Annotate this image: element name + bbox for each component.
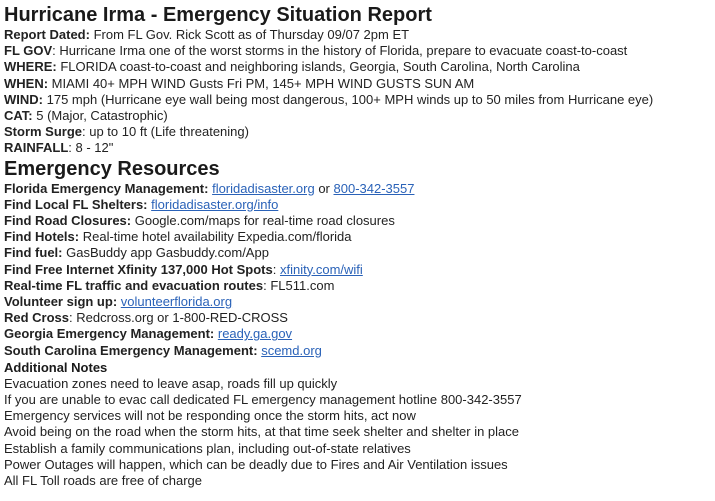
ready-ga-link[interactable]: ready.ga.gov <box>217 326 293 342</box>
sc-em-line <box>4 343 712 359</box>
note-item: Evacuation zones need to leave asap, roads fill up quickly <box>4 375 338 391</box>
red-cross-label: Red Cross <box>4 310 70 326</box>
note-item: Establish a family communications plan, including out-of-state relatives <box>4 440 411 456</box>
fl-gov-line <box>4 43 712 59</box>
when-text: MIAMI 40+ MPH WIND Gusts Fri PM, 145+ MPH WIND GUSTS SUN AM <box>48 75 475 91</box>
rainfall-line <box>4 140 712 156</box>
fuel-label: Find fuel: <box>4 245 63 261</box>
report-dated-label: Report Dated: <box>4 27 90 42</box>
note-item: If you are unable to evac call dedicated FL emergency management hotline 800-342-3557 <box>4 392 522 408</box>
wind-label: WIND: <box>4 91 43 107</box>
rainfall-text: : 8 - 12" <box>68 140 114 156</box>
additional-notes <box>4 376 712 489</box>
notes-heading: Additional Notes <box>4 359 108 375</box>
where-line <box>4 59 712 75</box>
road-closures-text: Google.com/maps for real-time road closures <box>131 213 395 229</box>
page-title: Hurricane Irma - Emergency Situation Report <box>4 4 432 26</box>
storm-surge-line <box>4 124 712 140</box>
rainfall-label: RAINFALL <box>4 140 69 156</box>
resources-heading: Emergency Resources <box>4 157 220 180</box>
when-line <box>4 76 712 92</box>
floridadisaster-link[interactable]: floridadisaster.org <box>212 180 315 196</box>
situation-report <box>4 27 712 157</box>
fl-gov-label: FL GOV <box>4 43 53 59</box>
report-dated-text: From FL Gov. Rick Scott as of Thursday 09/07 2pm ET <box>89 27 410 42</box>
wind-text: 175 mph (Hurricane eye wall being most dangerous, 100+ MPH winds up to 50 miles from Hurricane eye) <box>43 91 654 107</box>
cat-line <box>4 108 712 124</box>
xfinity-link[interactable]: xfinity.com/wifi <box>279 261 363 277</box>
hotels-line <box>4 229 712 245</box>
fuel-text: GasBuddy app Gasbuddy.com/App <box>62 245 269 261</box>
storm-surge-text: : up to 10 ft (Life threatening) <box>82 124 249 140</box>
cat-text: 5 (Major, Catastrophic) <box>32 108 168 124</box>
fl-emergency-management-label: Florida Emergency Management: <box>4 180 209 196</box>
storm-surge-label: Storm Surge <box>4 124 83 140</box>
fl-emergency-management-line <box>4 181 712 197</box>
georgia-em-label: Georgia Emergency Management: <box>4 326 215 342</box>
wifi-line <box>4 262 712 278</box>
shelters-link[interactable]: floridadisaster.org/info <box>151 196 279 212</box>
georgia-em-line <box>4 326 712 342</box>
report-dated-line <box>4 27 712 43</box>
wifi-label: Find Free Internet Xfinity 137,000 Hot Spots <box>4 261 273 277</box>
sc-em-label: South Carolina Emergency Management: <box>4 342 258 358</box>
where-label: WHERE: <box>4 59 57 75</box>
fl-phone-link[interactable]: 800-342-3557 <box>333 180 415 196</box>
volunteer-label: Volunteer sign up: <box>4 294 118 310</box>
note-item: Avoid being on the road when the storm hits, at that time seek shelter and shelter in place <box>4 424 520 440</box>
cat-label: CAT: <box>4 108 33 124</box>
wifi-separator: : <box>272 261 280 277</box>
road-closures-line <box>4 213 712 229</box>
red-cross-line <box>4 310 712 326</box>
red-cross-text: : Redcross.org or 1-800-RED-CROSS <box>69 310 288 326</box>
traffic-label: Real-time FL traffic and evacuation routes <box>4 277 264 293</box>
note-item: Emergency services will not be responding once the storm hits, act now <box>4 408 416 424</box>
shelters-label: Find Local FL Shelters: <box>4 196 148 212</box>
hotels-text: Real-time hotel availability Expedia.com/florida <box>79 229 352 245</box>
wind-line <box>4 92 712 108</box>
fl-gov-text: : Hurricane Irma one of the worst storms in the history of Florida, prepare to evacuate coast-to-coast <box>52 43 628 59</box>
hotels-label: Find Hotels: <box>4 229 80 245</box>
note-item: Power Outages will happen, which can be deadly due to Fires and Air Ventilation issues <box>4 456 508 472</box>
note-item: All FL Toll roads are free of charge <box>4 473 202 489</box>
volunteer-line <box>4 294 712 310</box>
emergency-resources <box>4 181 712 359</box>
scemd-link[interactable]: scemd.org <box>261 342 322 358</box>
or-separator: or <box>314 180 334 196</box>
shelters-line <box>4 197 712 213</box>
report-page <box>4 4 712 489</box>
road-closures-label: Find Road Closures: <box>4 213 132 229</box>
volunteer-link[interactable]: volunteerflorida.org <box>120 294 233 310</box>
where-text: FLORIDA coast-to-coast and neighboring islands, Georgia, South Carolina, North Carolina <box>56 59 580 75</box>
traffic-text: : FL511.com <box>263 277 335 293</box>
when-label: WHEN: <box>4 75 49 91</box>
fuel-line <box>4 245 712 261</box>
traffic-line <box>4 278 712 294</box>
